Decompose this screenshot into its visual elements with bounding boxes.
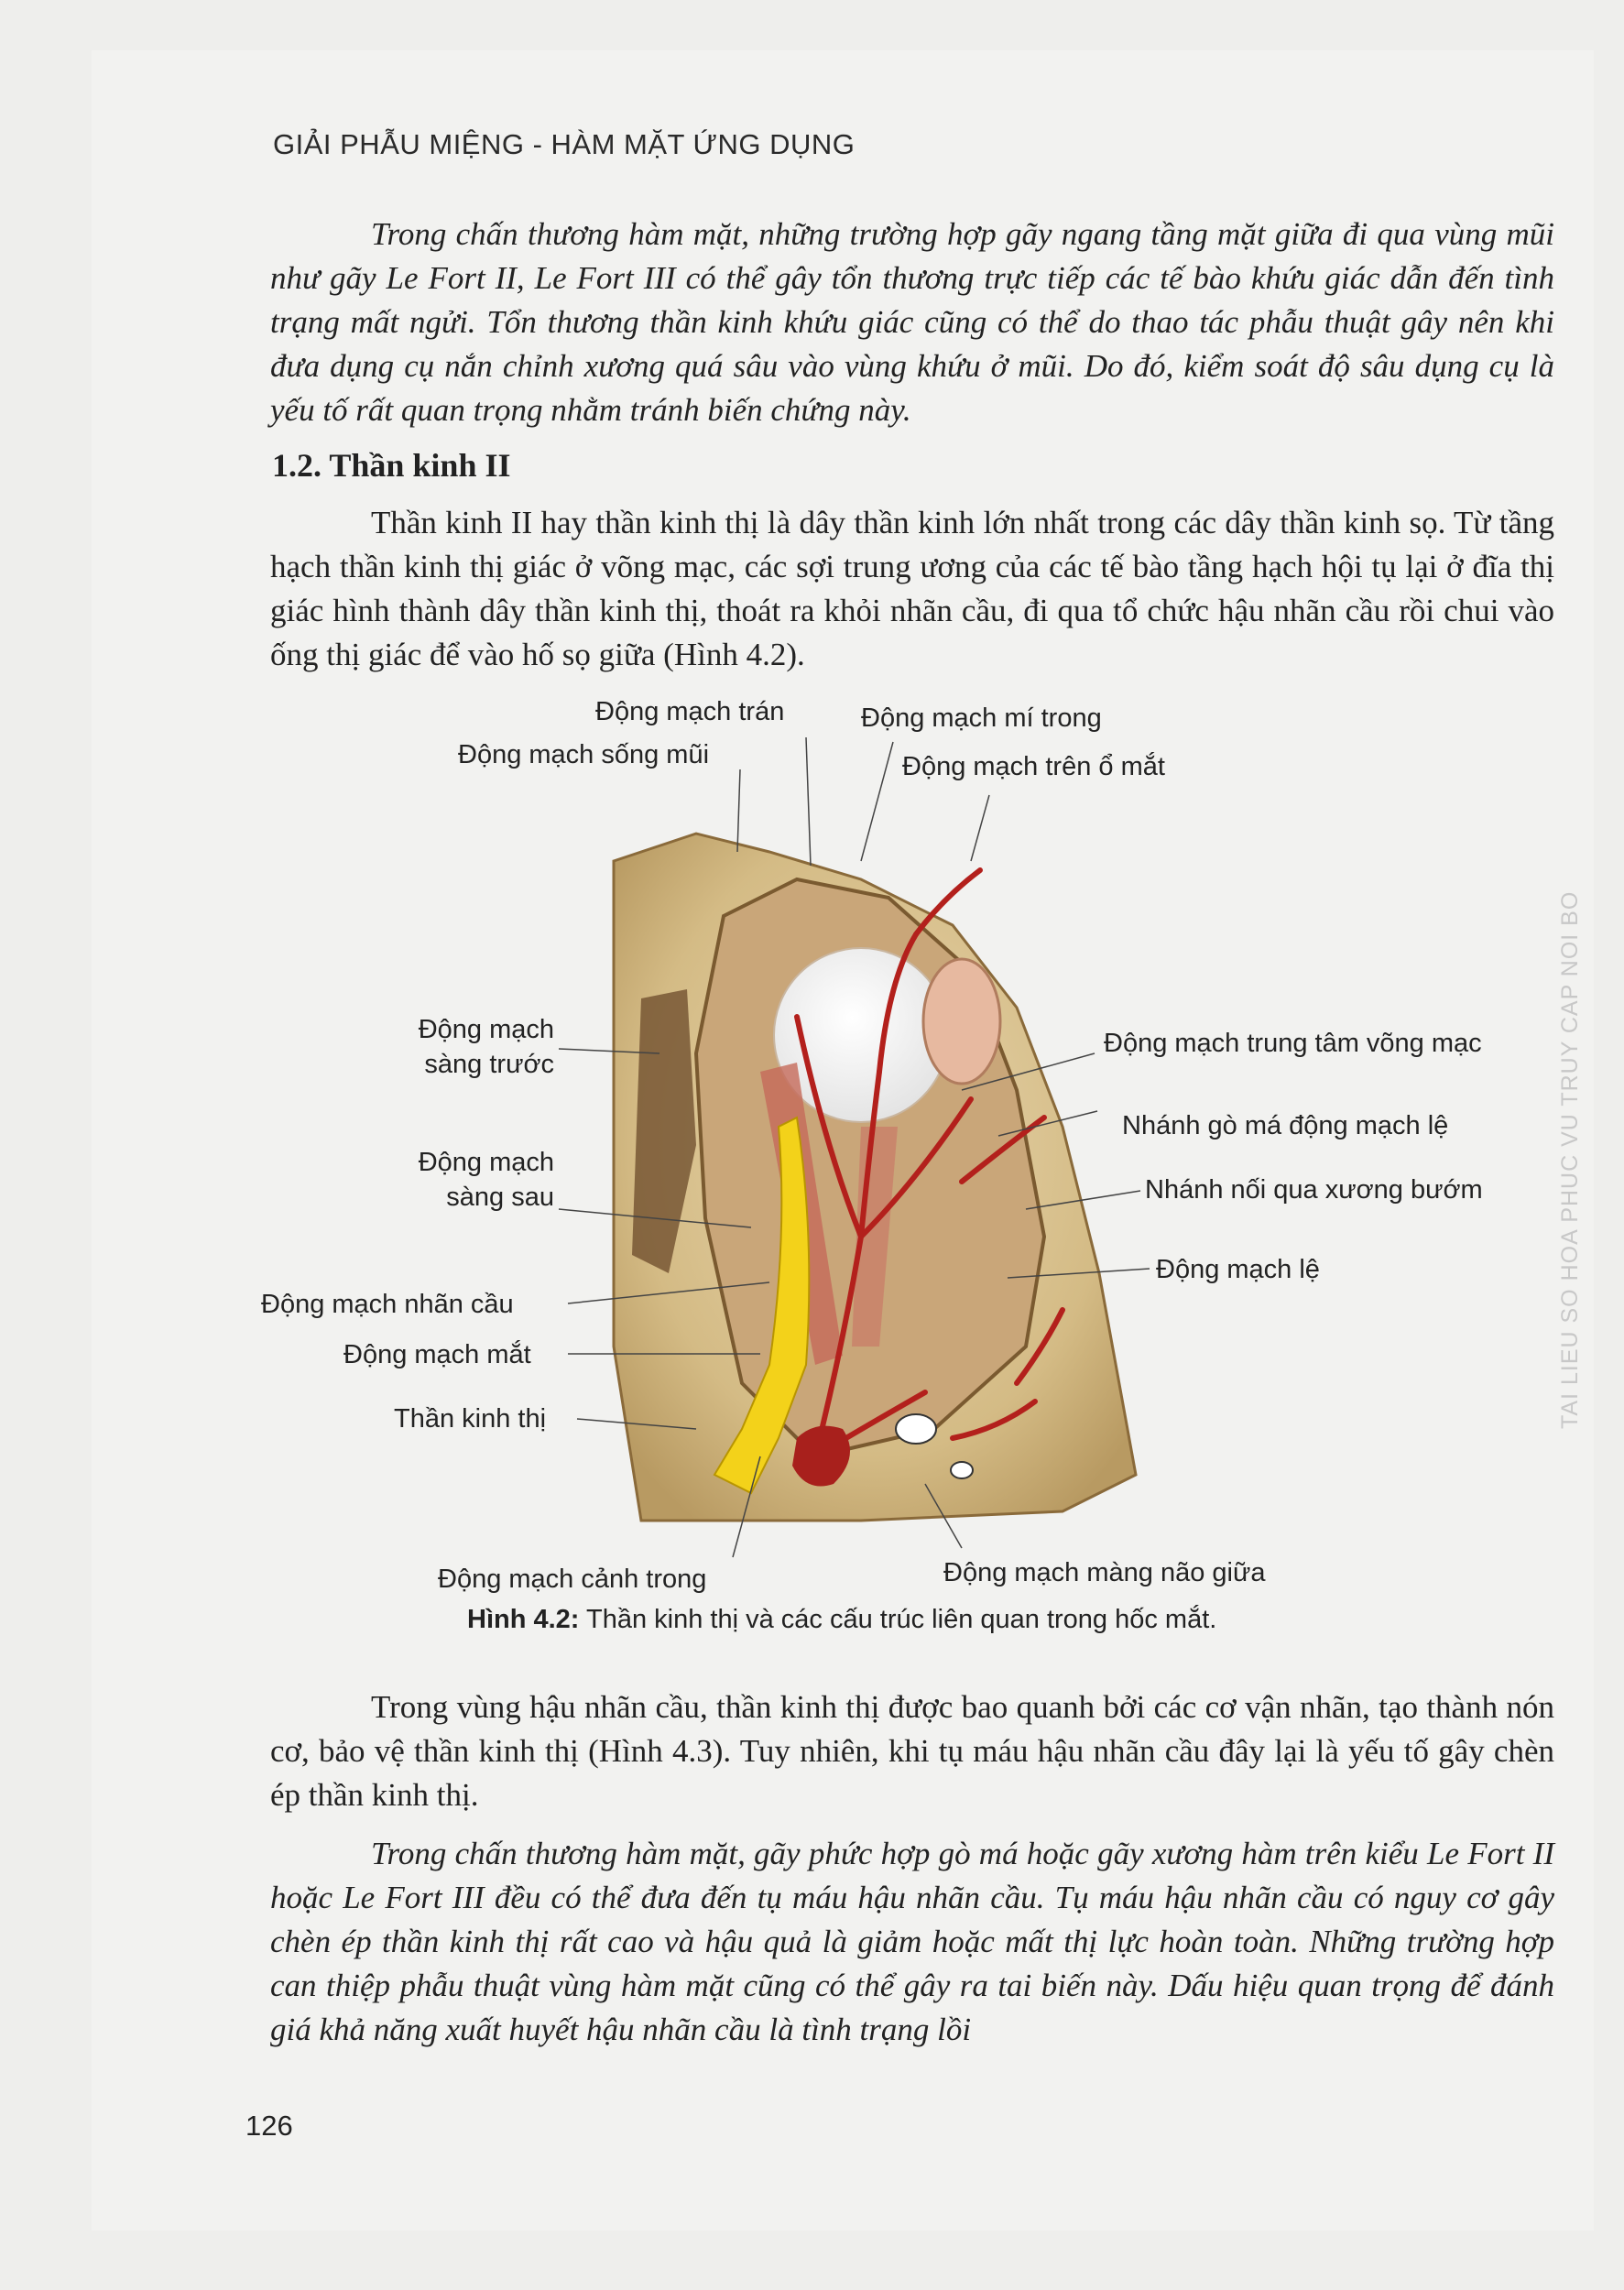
side-watermark: TAI LIEU SO HOA PHUC VU TRUY CAP NOI BO	[1557, 890, 1583, 1429]
label-dm-mat: Động mạch mắt	[343, 1340, 531, 1369]
label-dm-tren-o-mat: Động mạch trên ổ mắt	[902, 752, 1165, 781]
label-dm-sang-sau	[385, 1145, 554, 1215]
paragraph-text: Trong chấn thương hàm mặt, gãy phức hợp gò má hoặc gãy xương hàm trên kiểu Le Fort II hoặc Le Fort III đều có thể đưa đến tụ máu hậu nhãn cầu. Tụ máu hậu nhãn cầu có nguy cơ gây chèn ép thần kinh thị rất cao và hậu quả là giảm hoặc mất thị lực hoàn toàn. Những trường hợp can thiệp phẫu thuật vùng hàm mặt cũng có thể gây ra tai biến này. Dấu hiệu quan trọng để đánh giá khả năng xuất huyết hậu nhãn cầu là tình trạng lồi	[270, 1836, 1554, 2047]
label-line-2: sàng trước	[424, 1050, 554, 1079]
label-dm-trung-tam-vong-mac: Động mạch trung tâm võng mạc	[1104, 1029, 1482, 1058]
label-than-kinh-thi: Thần kinh thị	[394, 1404, 547, 1434]
label-dm-sang-truoc	[385, 1012, 554, 1082]
label-dm-nhan-cau: Động mạch nhãn cầu	[261, 1290, 514, 1319]
label-dm-song-mui: Động mạch sống mũi	[458, 740, 710, 769]
figure-caption	[467, 1605, 1216, 1635]
label-dm-mang-nao-giua: Động mạch màng não giữa	[943, 1558, 1266, 1587]
section-heading: 1.2. Thần kinh II	[272, 447, 511, 484]
label-dm-tran: Động mạch trán	[595, 697, 785, 726]
page-number: 126	[245, 2110, 293, 2142]
label-nhanh-go-ma: Nhánh gò má động mạch lệ	[1122, 1111, 1449, 1140]
caption-text: Thần kinh thị và các cấu trúc liên quan trong hốc mắt.	[579, 1605, 1217, 1634]
paragraph-retrobulbar	[270, 1685, 1554, 1817]
caption-label: Hình 4.2:	[467, 1605, 580, 1634]
label-line-2: sàng sau	[446, 1183, 554, 1212]
paragraph-text: Trong chấn thương hàm mặt, những trường hợp gãy ngang tầng mặt giữa đi qua vùng mũi như gãy Le Fort II, Le Fort III có thể gây tổn thương trực tiếp các tế bào khứu giác dẫn đến tình trạng mất ngửi. Tổn thương thần kinh khứu giác cũng có thể do thao tác phẫu thuật gây nên khi đưa dụng cụ nắn chỉnh xương quá sâu vào vùng khứu ở mũi. Do đó, kiểm soát độ sâu dụng cụ là yếu tố rất quan trọng nhằm tránh biến chứng này.	[270, 216, 1554, 428]
paragraph-text: Trong vùng hậu nhãn cầu, thần kinh thị được bao quanh bởi các cơ vận nhãn, tạo thành nón cơ, bảo vệ thần kinh thị (Hình 4.3). Tuy nhiên, khi tụ máu hậu nhãn cầu đây lại là yếu tố gây chèn ép thần kinh thị.	[270, 1689, 1554, 1813]
label-dm-le: Động mạch lệ	[1156, 1255, 1320, 1284]
label-dm-mi-trong: Động mạch mí trong	[861, 703, 1102, 733]
label-dm-canh-trong: Động mạch cảnh trong	[438, 1565, 707, 1594]
label-line-1: Động mạch	[418, 1015, 554, 1044]
running-head: GIẢI PHẪU MIỆNG - HÀM MẶT ỨNG DỤNG	[273, 128, 856, 160]
label-line-1: Động mạch	[418, 1148, 554, 1177]
label-nhanh-noi-xuong-buom: Nhánh nối qua xương bướm	[1145, 1175, 1483, 1205]
paragraph-text: Thần kinh II hay thần kinh thị là dây thần kinh lớn nhất trong các dây thần kinh sọ. Từ tầng hạch thần kinh thị giác ở võng mạc, các sợi trung ương của các tế bào tầng hạch hội tụ lại ở đĩa thị giác hình thành dây thần kinh thị, thoát ra khỏi nhãn cầu, đi qua tổ chức hậu nhãn cầu rồi chui vào ống thị giác để vào hố sọ giữa (Hình 4.2).	[270, 505, 1554, 672]
paragraph-trauma	[270, 1832, 1554, 2052]
